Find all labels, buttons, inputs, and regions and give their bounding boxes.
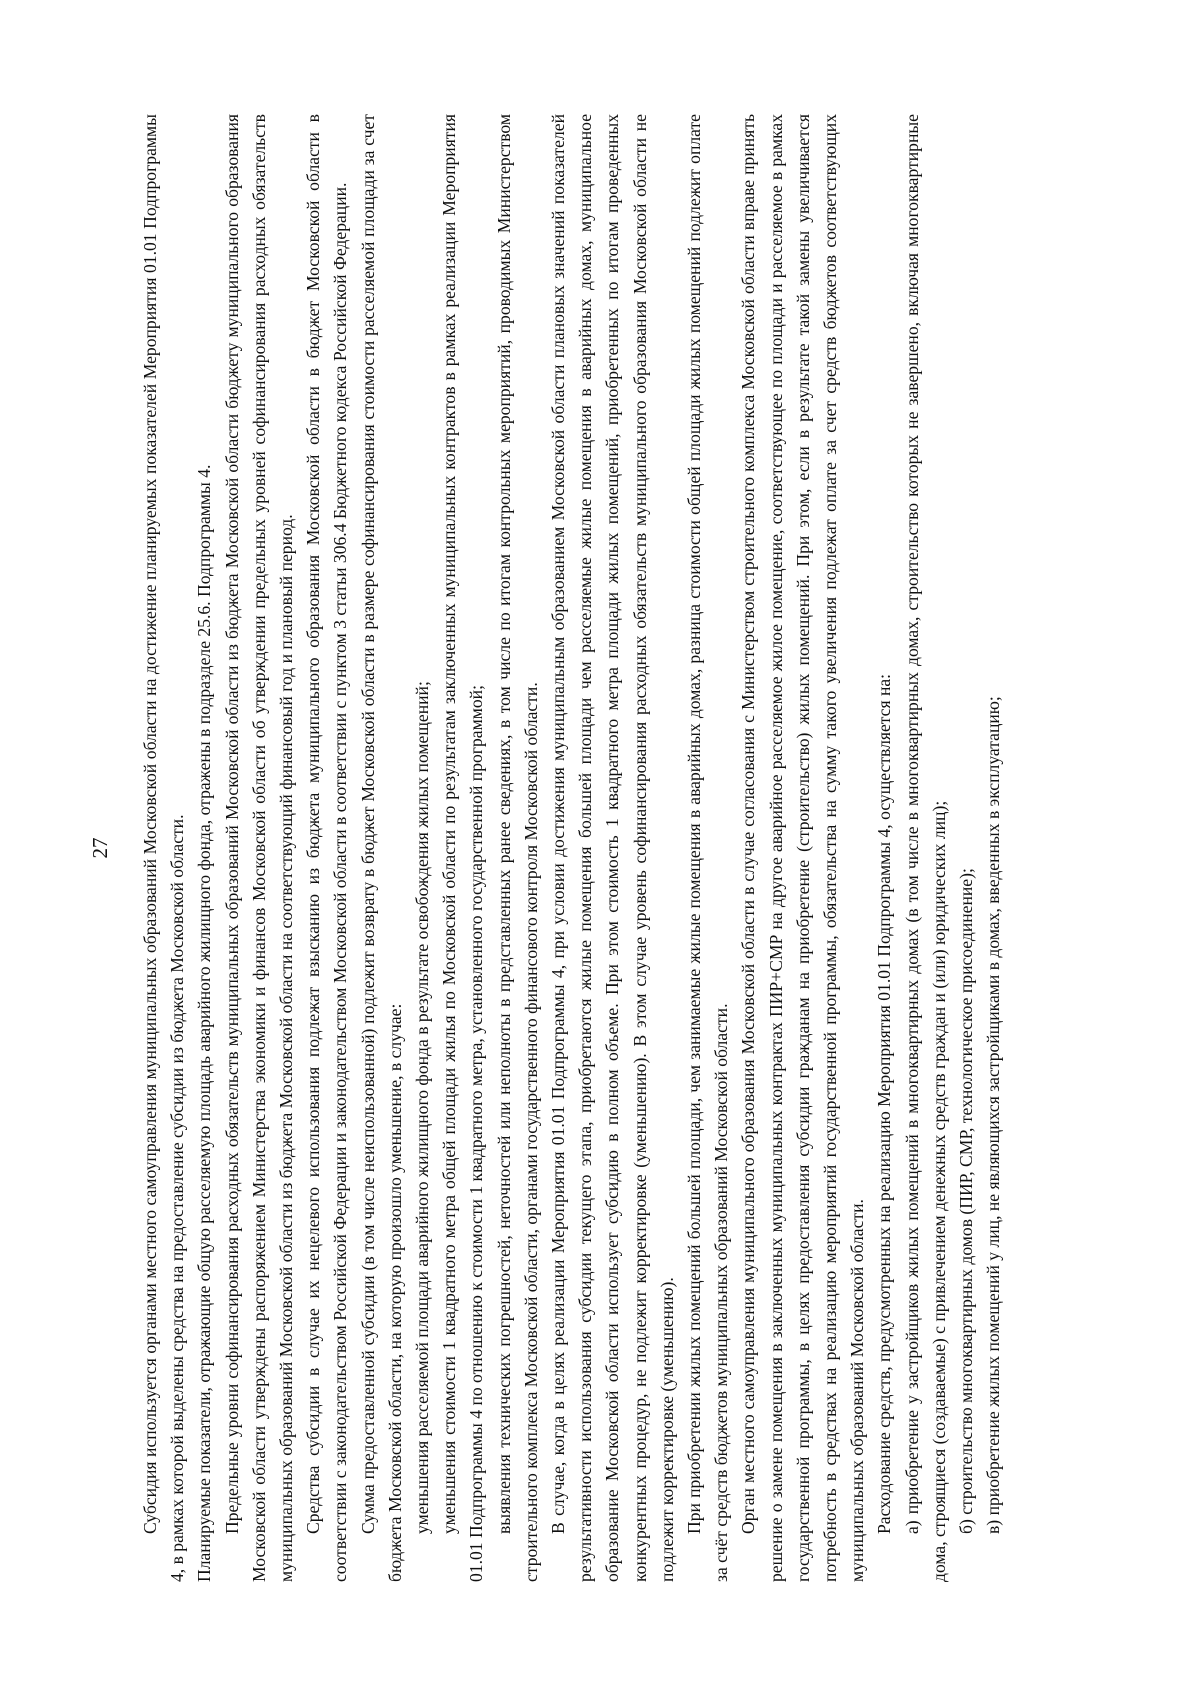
list-item-area-reduction: уменьшения расселяемой площади аварийного жилищного фонда в результате освобождения жилых помещений; [412,681,433,1534]
paragraph-subsidy-refund: Сумма предоставленной субсидии (в том числе неиспользованной) подлежит возврату в бюджет Московской области в размере софинансирования стоимости расселяемой площади за счет бюджета Московской области, на которую произошло уменьшение, в случае: [357,114,405,1582]
paragraph-area-difference-payment: При приобретении жилых помещений большей площади, чем занимаемые жилые помещения в аварийных домах, разница стоимости общей площади жилых помещений подлежит оплате за счёт средств бюджетов муниципальных образований Московской области. [684,114,732,1582]
paragraph-spending-directions: Расходование средств, предусмотренных на реализацию Мероприятия 01.01 Подпрограммы 4, осуществляется на: [874,673,895,1534]
paragraph-misuse-recovery: Средства субсидии в случае их нецелевого использования подлежат взысканию из бюджета муниципального образования Московской области в бюджет Московской области в соответствии с законодательством Российской Федерации и законодательством Московской области в соответствии с пунктом 3 статьи 306.4 Бюджетного кодекса Российской Федерации. [303,114,351,1582]
rotated-content [85,98,1115,1598]
list-item-c: в) приобретение жилых помещений у лиц, не являющихся застройщиками в домах, введенных в эксплуатацию; [983,696,1004,1534]
paragraph-premises-replacement: Орган местного самоуправления муниципального образования Московской области в случае согласования с Министерством строительного комплекса Московской области вправе принять решение о замене помещения в заключенных муниципальных контрактах ПИР+СМР на другое аварийное расселяемое жилое помещение, соответствующее по площади и расселяемое в рамках государственной программы, в целях предоставления субсидии гражданам на приобретение (строительство) жилых помещений. При этом, если в результате такой замены увеличивается потребность в средствах на реализацию мероприятий государственной программы, обязательства на сумму такого увеличения подлежат оплате за счет средств бюджетов соответствующих муниципальных образований Московской области. [738,114,868,1582]
paragraph-larger-area-purchase: В случае, когда в целях реализации Мероприятия 01.01 Подпрограммы 4, при условии достижения муниципальным образованием Московской области плановых значений показателей результативности использования субсидии текущего этапа, приобретаются жилые помещения большей площади чем расселяемые жилые помещения в аварийных домах, муниципальное образование Московской области использует субсидию в полном объеме. При этом стоимость 1 квадратного метра площади жилых помещений, приобретенных по итогам проведенных конкурентных процедур, не подлежит корректировке (уменьшению). В этом случае уровень софинансирования расходных обязательств муниципального образования Московской области не подлежит корректировке (уменьшению). [548,114,677,1582]
paragraph-planned-indicators: Планируемые показатели, отражающие общую расселяемую площадь аварийного жилищного фонда, отражены в подразделе 25.6. Подпрограммы 4. [194,464,215,1582]
list-item-cost-reduction: уменьшения стоимости 1 квадратного метра общей площади жилья по Московской области по результатам заключенных муниципальных контрактов в рамках реализации Мероприятия 01.01 Подпрограммы 4 по отношению к стоимости 1 квадратного метра, установленного государственной программой; [439,114,487,1582]
list-item-a: а) приобретение у застройщиков жилых помещений в многоквартирных домах (в том числе в многоквартирных домах, строительство которых не завершено, включая многоквартирные дома, строящиеся (создаваемые) с привлечением денежных средств граждан и (или) юридических лиц); [901,114,949,1582]
paragraph-cofinancing-levels: Предельные уровни софинансирования расходных обязательств муниципальных образований Московской области из бюджета Московской области бюджету муниципального образования Московской области утверждены распоряжением Министерства экономики и финансов Московской области об утверждении предельных уровней софинансирования расходных обязательств муниципальных образований Московской области из бюджета Московской области на соответствующий финансовый год и плановый период. [221,114,297,1582]
list-item-errors-detected: выявления технических погрешностей, неточностей или неполноты в представленных ранее сведениях, в том числе по итогам контрольных мероприятий, проводимых Министерством строительного комплекса Московской области, органами государственного финансового контроля Московской области. [493,114,541,1582]
paragraph-subsidy-usage: Субсидия используется органами местного самоуправления муниципальных образований Московской области на достижение планируемых показателей Мероприятия 01.01 Подпрограммы 4, в рамках которой выделены средства на предоставление субсидии из бюджета Московской области. [140,114,188,1582]
document-body [137,114,1008,1582]
page-number: 27 [88,837,112,859]
list-item-b: б) строительство многоквартирных домов (ПИР, СМР, технологическое присоединение); [956,868,977,1534]
